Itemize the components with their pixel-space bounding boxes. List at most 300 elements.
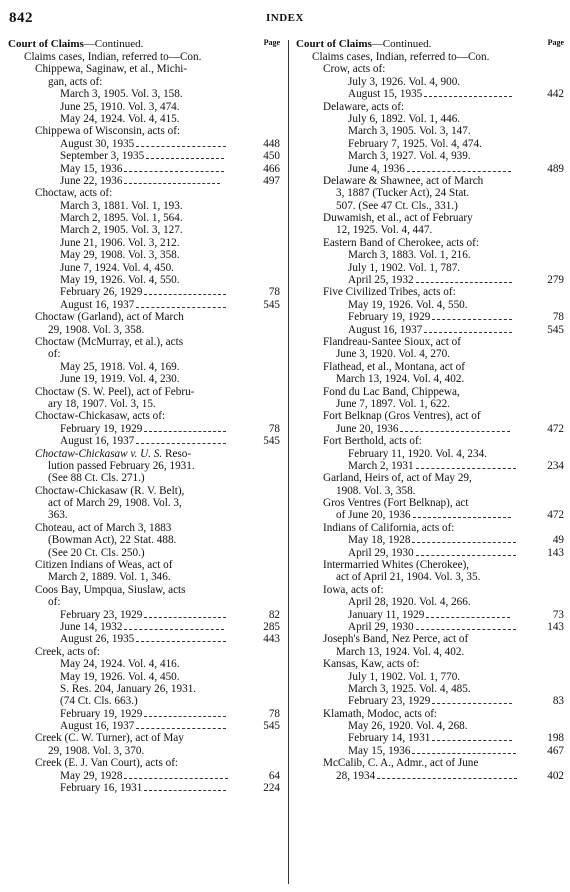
page-reference: 472 (547, 509, 564, 522)
index-entry (296, 361, 564, 373)
entry-text: (See 20 Ct. Cls. 250.) (48, 546, 145, 559)
index-entry (296, 547, 564, 559)
entry-text: May 15, 1936 (60, 162, 123, 175)
entry-text: June 4, 1936 (348, 162, 405, 175)
entry-text: Choctaw-Chickasaw, acts of: (35, 410, 166, 423)
index-entry (296, 460, 564, 472)
entry-text: Choctaw (McMurray, et al.), acts (35, 335, 184, 348)
page-column-label: Page (263, 38, 280, 47)
index-entry (8, 51, 280, 63)
index-entry (8, 224, 280, 236)
index-entry (296, 497, 564, 509)
heading-continued: —Continued. (371, 38, 432, 50)
heading-continued: —Continued. (83, 38, 144, 50)
entry-text: May 19, 1926. Vol. 4, 450. (60, 670, 180, 683)
entry-text: August 16, 1937 (348, 323, 423, 336)
dot-leader (144, 609, 226, 618)
index-entry (8, 658, 280, 670)
index-entry (8, 299, 280, 311)
entry-text: (74 Ct. Cls. 663.) (60, 695, 138, 708)
index-entry (296, 695, 564, 707)
index-entry (8, 571, 280, 583)
index-entry (296, 584, 564, 596)
page-reference: 279 (547, 274, 564, 287)
index-entry (8, 76, 280, 88)
index-entry (8, 732, 280, 744)
page-reference: 78 (268, 422, 280, 435)
index-entry (296, 163, 564, 175)
page-reference: 143 (547, 620, 564, 633)
page-reference: 448 (263, 137, 280, 150)
page-reference: 234 (547, 459, 564, 472)
page-reference: 545 (263, 720, 280, 733)
entry-text: Coos Bay, Umpqua, Siuslaw, acts (35, 583, 186, 596)
entry-text: June 20, 1936 (336, 422, 399, 435)
entry-text: June 7, 1897. Vol. 1, 622. (336, 397, 450, 410)
index-entry (8, 633, 280, 645)
entry-text: act of April 21, 1904. Vol. 3, 35. (336, 571, 481, 584)
entry-text: Claims cases, Indian, referred to—Con. (24, 51, 202, 63)
entry-text: June 19, 1919. Vol. 4, 230. (60, 373, 180, 386)
page-reference: 73 (552, 608, 564, 621)
dot-leader (424, 324, 512, 333)
index-entry (296, 150, 564, 162)
index-entry (296, 485, 564, 497)
index-entry (296, 435, 564, 447)
dot-leader (124, 163, 224, 172)
index-entry (8, 509, 280, 521)
entry-text: Garland, Heirs of, act of May 29, (323, 472, 472, 485)
index-entry (296, 187, 564, 199)
index-entry (296, 658, 564, 670)
index-entry (8, 757, 280, 769)
index-entry (8, 175, 280, 187)
dot-leader (144, 423, 226, 432)
entry-text: June 7, 1924. Vol. 4, 450. (60, 261, 174, 274)
index-entry (8, 522, 280, 534)
entry-text: Claims cases, Indian, referred to—Con. (312, 51, 490, 63)
index-entry (296, 51, 564, 63)
entry-text: Choctaw (Garland), act of March (35, 311, 184, 324)
entry-text: September 3, 1935 (60, 150, 145, 163)
index-entry (8, 373, 280, 385)
index-entry (8, 596, 280, 608)
entry-text: June 3, 1920. Vol. 4, 270. (336, 348, 450, 361)
entry-text: of June 20, 1936 (336, 509, 411, 522)
index-entry (8, 63, 280, 75)
entry-text: February 19, 1929 (348, 311, 431, 324)
index-entry (8, 435, 280, 447)
page-reference: 545 (263, 435, 280, 448)
index-entry (296, 373, 564, 385)
page-reference: 545 (263, 298, 280, 311)
dot-leader (416, 621, 516, 630)
entry-text: April 28, 1920. Vol. 4, 266. (348, 596, 471, 609)
index-entry (296, 274, 564, 286)
entry-text: (See 88 Ct. Cls. 271.) (48, 472, 145, 485)
index-entry (8, 485, 280, 497)
entry-text: June 22, 1936 (60, 174, 123, 187)
index-entry (8, 609, 280, 621)
index-entry (8, 101, 280, 113)
page-reference: 402 (547, 769, 564, 782)
entry-text: August 30, 1935 (60, 137, 135, 150)
page-reference: 467 (547, 744, 564, 757)
page-reference: 489 (547, 162, 564, 175)
index-entry (8, 398, 280, 410)
index-entry (8, 745, 280, 757)
index-entry (296, 336, 564, 348)
entry-text: Choctaw, acts of: (35, 187, 113, 200)
entry-text: June 25, 1910. Vol. 3, 474. (60, 100, 180, 113)
index-entry (296, 522, 564, 534)
page-reference: 78 (268, 286, 280, 299)
dot-leader (144, 286, 226, 295)
page-reference: 198 (547, 732, 564, 745)
page-reference: 472 (547, 422, 564, 435)
entry-text: August 15, 1935 (348, 88, 423, 101)
page-reference: 83 (552, 695, 564, 708)
entry-text: February 7, 1925. Vol. 4, 474. (348, 137, 482, 150)
entry-text: March 3, 1925. Vol. 4, 485. (348, 682, 471, 695)
page-reference: 450 (263, 150, 280, 163)
page-column-label: Page (547, 38, 564, 47)
index-entry (8, 187, 280, 199)
entry-text: May 29, 1908. Vol. 3, 358. (60, 249, 180, 262)
entry-text: February 23, 1929 (60, 608, 143, 621)
index-entry (296, 63, 564, 75)
index-entry (8, 249, 280, 261)
entry-text: March 3, 1927. Vol. 4, 939. (348, 150, 471, 163)
index-entry (296, 286, 564, 298)
index-entry (296, 683, 564, 695)
entry-text: Citizen Indians of Weas, act of (35, 559, 173, 572)
entry-text: April 25, 1932 (348, 274, 414, 287)
entry-text: March 3, 1905. Vol. 3, 147. (348, 125, 471, 138)
index-entry (8, 113, 280, 125)
entry-text: Klamath, Modoc, acts of: (323, 707, 438, 720)
index-entry (296, 125, 564, 137)
heading-title: Court of Claims (296, 38, 372, 50)
dot-leader (416, 274, 512, 283)
entry-text: 12, 1925. Vol. 4, 447. (336, 224, 433, 237)
page-reference: 285 (263, 620, 280, 633)
entry-text: February 14, 1931 (348, 732, 431, 745)
index-entry (296, 175, 564, 187)
entry-text: February 26, 1929 (60, 286, 143, 299)
entry-text: May 19, 1926. Vol. 4, 550. (60, 274, 180, 287)
index-entry (296, 596, 564, 608)
index-entry (8, 336, 280, 348)
index-entry (8, 547, 280, 559)
index-entry (8, 361, 280, 373)
index-entry (296, 472, 564, 484)
right-column (296, 38, 564, 782)
entry-text: 507. (See 47 Ct. Cls., 331.) (336, 199, 458, 212)
entry-text: S. Res. 204, January 26, 1931. (60, 682, 197, 695)
index-entry (296, 224, 564, 236)
index-entry (8, 559, 280, 571)
index-entry (8, 646, 280, 658)
index-entry (296, 770, 564, 782)
left-column-heading (8, 38, 280, 51)
entry-text: March 2, 1931 (348, 459, 414, 472)
dot-leader (136, 633, 226, 642)
entry-text: Creek, acts of: (35, 645, 100, 658)
index-entry (8, 770, 280, 782)
entry-text: June 14, 1932 (60, 620, 123, 633)
index-entry (296, 609, 564, 621)
entry-text: Five Civilized Tribes, acts of: (323, 286, 456, 299)
index-entry (8, 163, 280, 175)
index-entry (296, 571, 564, 583)
entry-text: February 11, 1920. Vol. 4, 234. (348, 447, 488, 460)
index-entry (8, 423, 280, 435)
page-reference: 49 (552, 534, 564, 547)
entry-text: March 2, 1889. Vol. 1, 346. (48, 571, 171, 584)
index-entry (296, 509, 564, 521)
entry-text: April 29, 1930 (348, 620, 414, 633)
entry-text: Choctaw-Chickasaw v. U. S. Reso- (35, 447, 192, 460)
entry-text: Fort Belknap (Gros Ventres), act of (323, 410, 481, 423)
page-reference: 64 (268, 769, 280, 782)
entry-text: July 1, 1902. Vol. 1, 787. (348, 261, 461, 274)
entry-text: Eastern Band of Cherokee, acts of: (323, 236, 479, 249)
index-entry (8, 671, 280, 683)
entry-text: March 13, 1924. Vol. 4, 402. (336, 373, 465, 386)
index-entry (296, 138, 564, 150)
index-entry (296, 646, 564, 658)
entry-text: July 3, 1926. Vol. 4, 900. (348, 75, 461, 88)
dot-leader (136, 435, 226, 444)
entry-text: Crow, acts of: (323, 63, 386, 76)
entry-text: Creek (C. W. Turner), act of May (35, 732, 184, 745)
entry-text: Creek (E. J. Van Court), acts of: (35, 757, 179, 770)
index-entry (296, 559, 564, 571)
entry-text: Fort Berthold, acts of: (323, 435, 422, 448)
page-reference: 545 (547, 323, 564, 336)
page-reference: 78 (268, 707, 280, 720)
index-entry (296, 398, 564, 410)
page-reference: 466 (263, 162, 280, 175)
index-entry (296, 212, 564, 224)
index-entry (296, 101, 564, 113)
entry-text: Chippewa, Saginaw, et al., Michi- (35, 63, 188, 76)
entry-text: January 11, 1929 (348, 608, 425, 621)
dot-leader (124, 770, 228, 779)
entry-text: McCalib, C. A., Admr., act of June (323, 757, 479, 770)
dot-leader (413, 509, 511, 518)
index-entry (8, 410, 280, 422)
entry-text: Fond du Lac Band, Chippewa, (323, 385, 460, 398)
dot-leader (144, 782, 226, 791)
index-entry (296, 671, 564, 683)
index-entry (296, 534, 564, 546)
entry-text: (Bowman Act), 22 Stat. 488. (48, 534, 177, 547)
page-reference: 82 (268, 608, 280, 621)
entry-text: Iowa, acts of: (323, 583, 384, 596)
index-entry (8, 200, 280, 212)
index-entry (296, 88, 564, 100)
index-entry (8, 683, 280, 695)
entry-text: 28, 1934 (336, 769, 376, 782)
index-entry (8, 720, 280, 732)
entry-text: July 6, 1892. Vol. 1, 446. (348, 112, 461, 125)
entry-text: of: (48, 596, 61, 609)
entry-text: 1908. Vol. 3, 358. (336, 484, 416, 497)
entry-text: Chippewa of Wisconsin, acts of: (35, 125, 181, 138)
entry-text: Flathead, et al., Montana, act of (323, 360, 465, 373)
entry-text: 29, 1908. Vol. 3, 358. (48, 323, 145, 336)
index-entry (296, 720, 564, 732)
left-column (8, 38, 280, 794)
dot-leader (124, 621, 224, 630)
dot-leader (412, 745, 516, 754)
entry-text: lution passed February 26, 1931. (48, 459, 195, 472)
dot-leader (400, 423, 510, 432)
page-reference: 497 (263, 174, 280, 187)
entry-text: Joseph's Band, Nez Perce, act of (323, 633, 469, 646)
index-entry (8, 584, 280, 596)
entry-text: Intermarried Whites (Cherokee), (323, 559, 470, 572)
entry-text: Choteau, act of March 3, 1883 (35, 521, 172, 534)
entry-text: Duwamish, et al., act of February (323, 212, 473, 225)
index-entry (8, 262, 280, 274)
page-reference: 78 (552, 311, 564, 324)
dot-leader (416, 547, 516, 556)
entry-text: Gros Ventres (Fort Belknap), act (323, 497, 469, 510)
column-divider (288, 40, 289, 884)
entry-text: May 29, 1928 (60, 769, 123, 782)
dot-leader (124, 175, 220, 184)
dot-leader (136, 720, 226, 729)
entry-text: Flandreau-Santee Sioux, act of (323, 335, 461, 348)
entry-text: August 16, 1937 (60, 435, 135, 448)
index-entry (8, 125, 280, 137)
index-entry (296, 311, 564, 323)
index-entry (8, 150, 280, 162)
entry-text: Delaware, acts of: (323, 100, 405, 113)
index-entry (296, 76, 564, 88)
entry-text: March 2, 1895. Vol. 1, 564. (60, 212, 183, 225)
entry-text: ary 18, 1907. Vol. 3, 15. (48, 397, 156, 410)
index-entry (296, 448, 564, 460)
dot-leader (412, 534, 516, 543)
dot-leader (424, 88, 512, 97)
entry-text: July 1, 1902. Vol. 1, 770. (348, 670, 461, 683)
index-entry (8, 708, 280, 720)
page-header (0, 10, 570, 28)
dot-leader (144, 708, 226, 717)
index-entry (8, 386, 280, 398)
entry-text: 363. (48, 509, 68, 522)
heading-title: Court of Claims (8, 38, 84, 50)
index-entry (8, 348, 280, 360)
index-entry (296, 708, 564, 720)
entry-text: Choctaw-Chickasaw (R. V. Belt), (35, 484, 185, 497)
entry-text: February 19, 1929 (60, 707, 143, 720)
index-entry (296, 410, 564, 422)
index-entry (8, 286, 280, 298)
dot-leader (407, 163, 511, 172)
right-entries (296, 51, 564, 782)
dot-leader (146, 150, 224, 159)
running-head: INDEX (266, 12, 304, 24)
entry-text: May 24, 1924. Vol. 4, 416. (60, 658, 180, 671)
entry-text: May 18, 1928 (348, 534, 411, 547)
dot-leader (432, 695, 512, 704)
index-entry (8, 237, 280, 249)
entry-text: February 23, 1929 (348, 695, 431, 708)
entry-text: May 24, 1924. Vol. 4, 415. (60, 112, 180, 125)
right-column-heading (296, 38, 564, 51)
index-entry (296, 745, 564, 757)
index-entry (296, 262, 564, 274)
dot-leader (416, 460, 516, 469)
dot-leader (426, 609, 510, 618)
index-entry (8, 621, 280, 633)
entry-text: 3, 1887 (Tucker Act), 24 Stat. (336, 187, 470, 200)
index-entry (296, 237, 564, 249)
index-entry (8, 782, 280, 794)
entry-text: Indians of California, acts of: (323, 521, 455, 534)
dot-leader (377, 770, 517, 779)
index-entry (296, 732, 564, 744)
page-number: 842 (9, 10, 33, 26)
entry-text: Kansas, Kaw, acts of: (323, 658, 420, 671)
index-entry (8, 497, 280, 509)
index-entry (8, 695, 280, 707)
dot-leader (432, 311, 512, 320)
entry-text: May 26, 1920. Vol. 4, 268. (348, 720, 468, 733)
page-reference: 224 (263, 782, 280, 795)
index-entry (8, 324, 280, 336)
index-entry (296, 386, 564, 398)
page-reference: 442 (547, 88, 564, 101)
page-reference: 443 (263, 633, 280, 646)
entry-text: March 3, 1905. Vol. 3, 158. (60, 88, 183, 101)
entry-text: August 26, 1935 (60, 633, 135, 646)
entry-text: May 25, 1918. Vol. 4, 169. (60, 360, 180, 373)
entry-text: 29, 1908. Vol. 3, 370. (48, 744, 145, 757)
index-entry (296, 348, 564, 360)
entry-text: February 19, 1929 (60, 422, 143, 435)
entry-text: August 16, 1937 (60, 720, 135, 733)
index-entry (296, 633, 564, 645)
entry-text: March 13, 1924. Vol. 4, 402. (336, 645, 465, 658)
index-entry (8, 534, 280, 546)
entry-text: June 21, 1906. Vol. 3, 212. (60, 236, 180, 249)
dot-leader (432, 732, 512, 741)
index-entry (8, 138, 280, 150)
entry-text: gan, acts of: (48, 75, 103, 88)
index-entry (296, 621, 564, 633)
index-entry (296, 249, 564, 261)
index-entry (8, 472, 280, 484)
index-entry (296, 757, 564, 769)
entry-text: August 16, 1937 (60, 298, 135, 311)
index-entry (8, 88, 280, 100)
entry-text: Delaware & Shawnee, act of March (323, 174, 484, 187)
index-entry (8, 212, 280, 224)
entry-text: March 2, 1905. Vol. 3, 127. (60, 224, 183, 237)
entry-text: March 3, 1881. Vol. 1, 193. (60, 199, 183, 212)
entry-text: February 16, 1931 (60, 782, 143, 795)
entry-text: of: (48, 348, 61, 361)
left-entries (8, 51, 280, 794)
index-entry (296, 423, 564, 435)
index-entry (296, 324, 564, 336)
